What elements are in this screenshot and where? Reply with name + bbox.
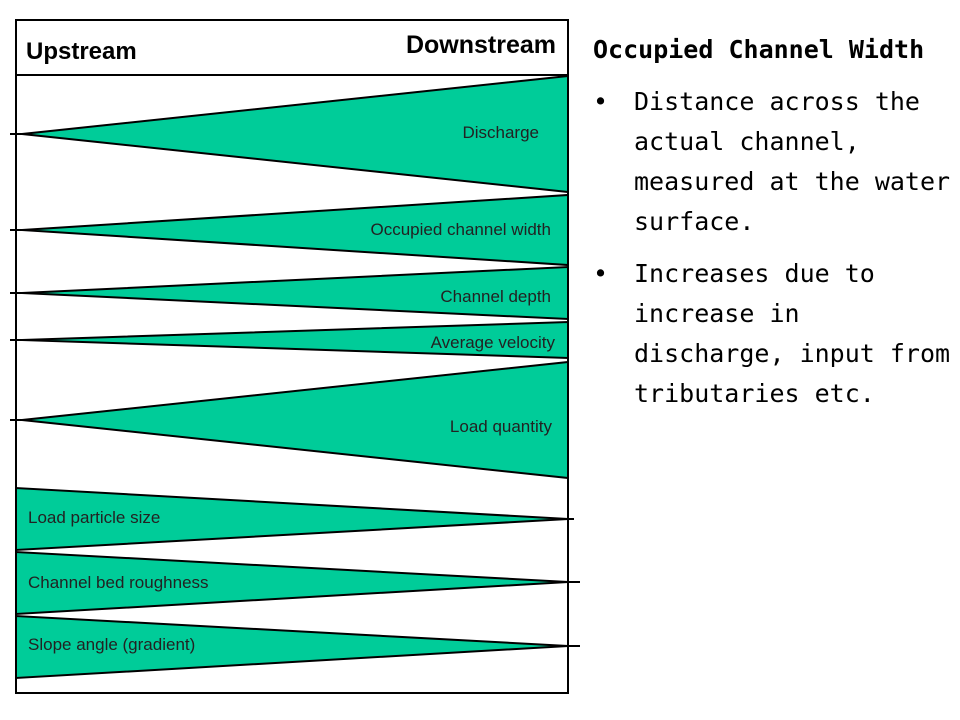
bullet-item xyxy=(593,254,953,414)
upstream-label: Upstream xyxy=(26,38,137,65)
bullet-list xyxy=(593,82,953,414)
downstream-label: Downstream xyxy=(405,31,556,59)
bullet-text: Increases due to increase in discharge, input from tributaries etc. xyxy=(634,259,951,408)
bullet-icon: • xyxy=(593,259,609,288)
bullet-item xyxy=(593,82,953,242)
channel-bed-roughness-label: Channel bed roughness xyxy=(28,573,209,592)
bullet-text: Distance across the actual channel, measured at the water surface. xyxy=(634,87,951,236)
discharge-label: Discharge xyxy=(462,123,539,142)
bullet-icon: • xyxy=(593,87,609,116)
average-velocity-label: Average velocity xyxy=(430,333,555,352)
load-quantity-label: Load quantity xyxy=(449,417,552,436)
definition-panel xyxy=(593,30,953,426)
occupied-channel-width-label: Occupied channel width xyxy=(370,220,551,239)
panel-title: Occupied Channel Width xyxy=(593,35,925,64)
load-particle-size-label: Load particle size xyxy=(28,508,161,527)
channel-depth-label: Channel depth xyxy=(440,287,551,306)
slope-angle-label: Slope angle (gradient) xyxy=(28,635,196,654)
